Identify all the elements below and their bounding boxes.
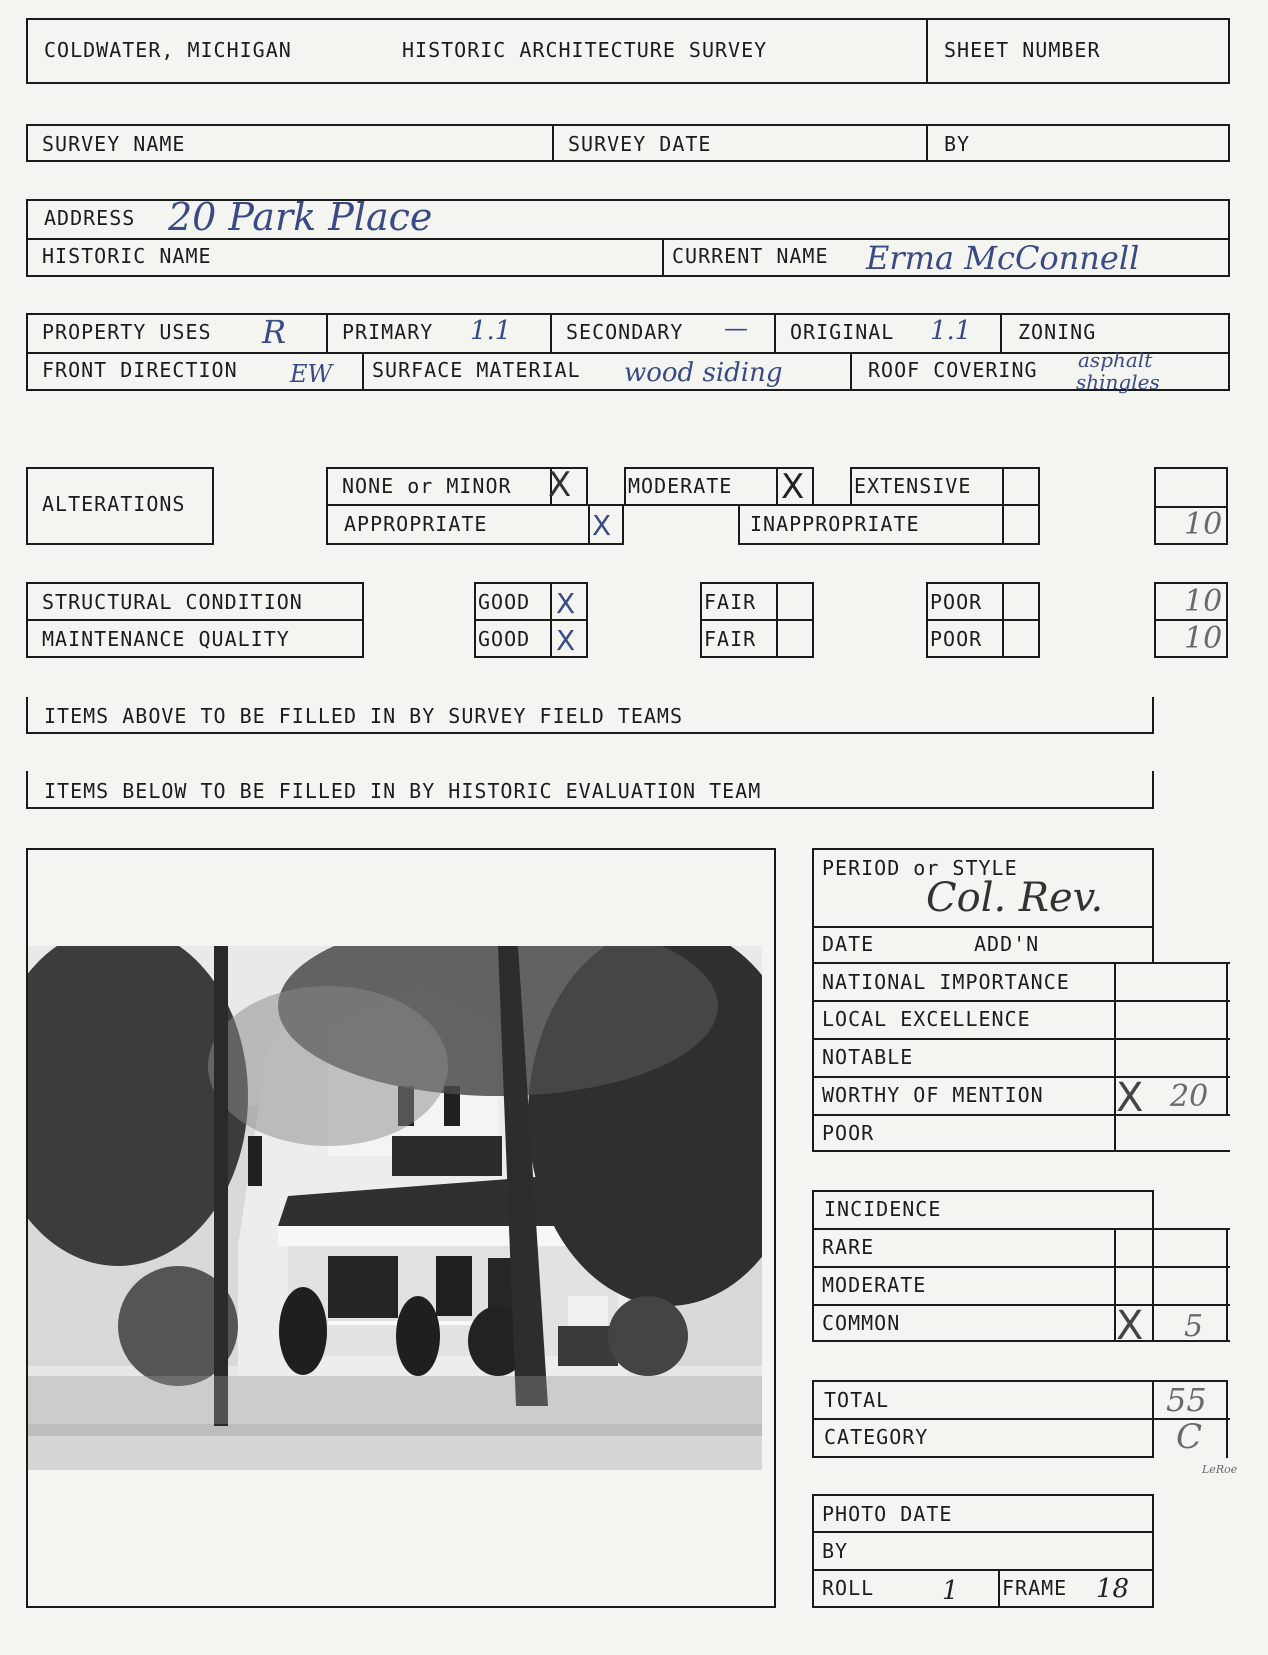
maintenance-good-check: X — [556, 624, 576, 657]
zoning-label: ZONING — [1018, 320, 1097, 344]
eval-line-2 — [812, 962, 1230, 964]
maintenance-fair-label: FAIR — [704, 627, 757, 651]
items-above-end — [1152, 697, 1154, 734]
photo-date-label: PHOTO DATE — [822, 1502, 953, 1526]
fair-line — [700, 619, 814, 621]
eval-line-4 — [812, 1038, 1230, 1040]
property-divider-1 — [326, 313, 328, 352]
addn-label: ADD'N — [974, 932, 1040, 956]
property-divider-2 — [550, 313, 552, 352]
incidence-label: INCIDENCE — [824, 1197, 942, 1221]
common-score: 5 — [1184, 1309, 1204, 1344]
incidence-score-divider — [1226, 1228, 1228, 1342]
address-divider — [662, 238, 664, 277]
survey-divider-2 — [926, 124, 928, 162]
condition-label-line — [26, 619, 364, 621]
address-label: ADDRESS — [44, 206, 136, 230]
none-minor-scribble: X — [548, 465, 572, 505]
survey-date-label: SURVEY DATE — [568, 132, 712, 156]
date-label: DATE — [822, 932, 875, 956]
items-below-end — [1152, 771, 1154, 809]
roll-label: ROLL — [822, 1576, 875, 1600]
structural-good-label: GOOD — [478, 590, 531, 614]
property-uses-value: R — [262, 313, 287, 351]
property-divider-3 — [774, 313, 776, 352]
total-value: 55 — [1166, 1381, 1207, 1419]
moderate-label: MODERATE — [628, 474, 733, 498]
current-name-label: CURRENT NAME — [672, 244, 829, 268]
eval-bottom — [812, 1150, 1154, 1152]
current-name-value: Erma McConnell — [866, 239, 1140, 277]
property-divider-5 — [362, 352, 364, 391]
survey-by-label: BY — [944, 132, 971, 156]
items-above-line — [26, 732, 1154, 734]
house-photo-svg — [28, 946, 762, 1470]
period-style-label: PERIOD or STYLE — [822, 856, 1018, 880]
extensive-label: EXTENSIVE — [854, 474, 972, 498]
primary-label: PRIMARY — [342, 320, 434, 344]
maintenance-score: 10 — [1184, 621, 1223, 656]
surface-material-value: wood siding — [624, 358, 783, 388]
eval-line-1 — [812, 926, 1154, 928]
fair-divider — [776, 582, 778, 658]
incidence-line-2 — [812, 1266, 1230, 1268]
header-divider — [926, 18, 928, 84]
structural-condition-label: STRUCTURAL CONDITION — [42, 590, 303, 614]
frame-value: 18 — [1096, 1574, 1130, 1604]
address-value: 20 Park Place — [168, 195, 433, 239]
maintenance-quality-label: MAINTENANCE QUALITY — [42, 627, 290, 651]
moderate-check-divider — [776, 467, 778, 506]
frame-label: FRAME — [1002, 1576, 1068, 1600]
sheet-number-label: SHEET NUMBER — [944, 38, 1101, 62]
inappropriate-label: INAPPROPRIATE — [750, 512, 920, 536]
none-minor-label: NONE or MINOR — [342, 474, 512, 498]
structural-score: 10 — [1184, 584, 1223, 619]
period-style-value: Col. Rev. — [926, 875, 1104, 921]
header-title: HISTORIC ARCHITECTURE SURVEY — [402, 38, 768, 62]
common-label: COMMON — [822, 1311, 901, 1335]
property-divider-4 — [1000, 313, 1002, 352]
property-row-line — [26, 352, 1230, 354]
secondary-value: — — [724, 314, 748, 342]
eval-line-5 — [812, 1076, 1230, 1078]
moderate-check: X — [781, 467, 805, 507]
items-below-note: ITEMS BELOW TO BE FILLED IN BY HISTORIC EVALUATION TEAM — [44, 779, 762, 803]
secondary-label: SECONDARY — [566, 320, 684, 344]
primary-value: 1.1 — [470, 316, 512, 346]
notable-label: NOTABLE — [822, 1045, 914, 1069]
poor-line — [926, 619, 1040, 621]
front-direction-value: EW — [290, 360, 333, 388]
photo-info-line-2 — [812, 1569, 1154, 1571]
period-right — [1152, 848, 1154, 962]
original-label: ORIGINAL — [790, 320, 895, 344]
eval-line-6 — [812, 1114, 1230, 1116]
property-divider-6 — [850, 352, 852, 391]
roll-frame-divider — [998, 1569, 1000, 1608]
structural-fair-label: FAIR — [704, 590, 757, 614]
national-importance-label: NATIONAL IMPORTANCE — [822, 970, 1070, 994]
worthy-of-mention-score: 20 — [1170, 1079, 1209, 1114]
local-excellence-label: LOCAL EXCELLENCE — [822, 1007, 1031, 1031]
total-label: TOTAL — [824, 1388, 890, 1412]
appropriate-check: X — [592, 509, 612, 542]
structural-poor-label: POOR — [930, 590, 983, 614]
photo-by-label: BY — [822, 1539, 849, 1563]
eval-poor-label: POOR — [822, 1121, 875, 1145]
items-below-line — [26, 807, 1154, 809]
totals-right — [1226, 1380, 1228, 1458]
extensive-check-divider — [1002, 467, 1004, 506]
roof-covering-value-2: shingles — [1076, 370, 1160, 394]
survey-name-label: SURVEY NAME — [42, 132, 186, 156]
header-city: COLDWATER, MICHIGAN — [44, 38, 292, 62]
common-check: X — [1116, 1303, 1144, 1349]
incidence-moderate-label: MODERATE — [822, 1273, 927, 1297]
house-photo — [28, 946, 762, 1470]
good-divider — [550, 582, 552, 658]
alterations-score: 10 — [1184, 507, 1223, 542]
historic-name-label: HISTORIC NAME — [42, 244, 212, 268]
worthy-of-mention-label: WORTHY OF MENTION — [822, 1083, 1044, 1107]
eval-score-divider — [1226, 962, 1228, 1114]
front-direction-label: FRONT DIRECTION — [42, 358, 238, 382]
inappropriate-check-divider — [1002, 504, 1004, 545]
evaluator-initials: LeRoe — [1202, 1463, 1238, 1476]
roof-covering-label: ROOF COVERING — [868, 358, 1038, 382]
maintenance-poor-label: POOR — [930, 627, 983, 651]
eval-line-3 — [812, 1000, 1230, 1002]
items-above-note: ITEMS ABOVE TO BE FILLED IN BY SURVEY FIELD TEAMS — [44, 704, 684, 728]
structural-good-check: X — [556, 587, 576, 620]
incidence-line-1 — [812, 1228, 1230, 1230]
category-label: CATEGORY — [824, 1425, 929, 1449]
category-value: C — [1176, 1417, 1203, 1457]
eval-check-divider — [1114, 962, 1116, 1152]
property-uses-label: PROPERTY USES — [42, 320, 212, 344]
appropriate-check-divider — [588, 504, 590, 545]
incidence-line-3 — [812, 1304, 1230, 1306]
photo-info-line-1 — [812, 1531, 1154, 1533]
rare-label: RARE — [822, 1235, 875, 1259]
totals-divider — [1152, 1380, 1154, 1458]
appropriate-label: APPROPRIATE — [344, 512, 488, 536]
roof-covering-value-1: asphalt — [1078, 348, 1153, 372]
roll-value: 1 — [942, 1576, 959, 1606]
maintenance-good-label: GOOD — [478, 627, 531, 651]
alterations-label: ALTERATIONS — [42, 492, 186, 516]
original-value: 1.1 — [930, 316, 972, 346]
worthy-of-mention-check: X — [1116, 1075, 1144, 1121]
surface-material-label: SURFACE MATERIAL — [372, 358, 581, 382]
poor-divider — [1002, 582, 1004, 658]
survey-divider-1 — [552, 124, 554, 162]
